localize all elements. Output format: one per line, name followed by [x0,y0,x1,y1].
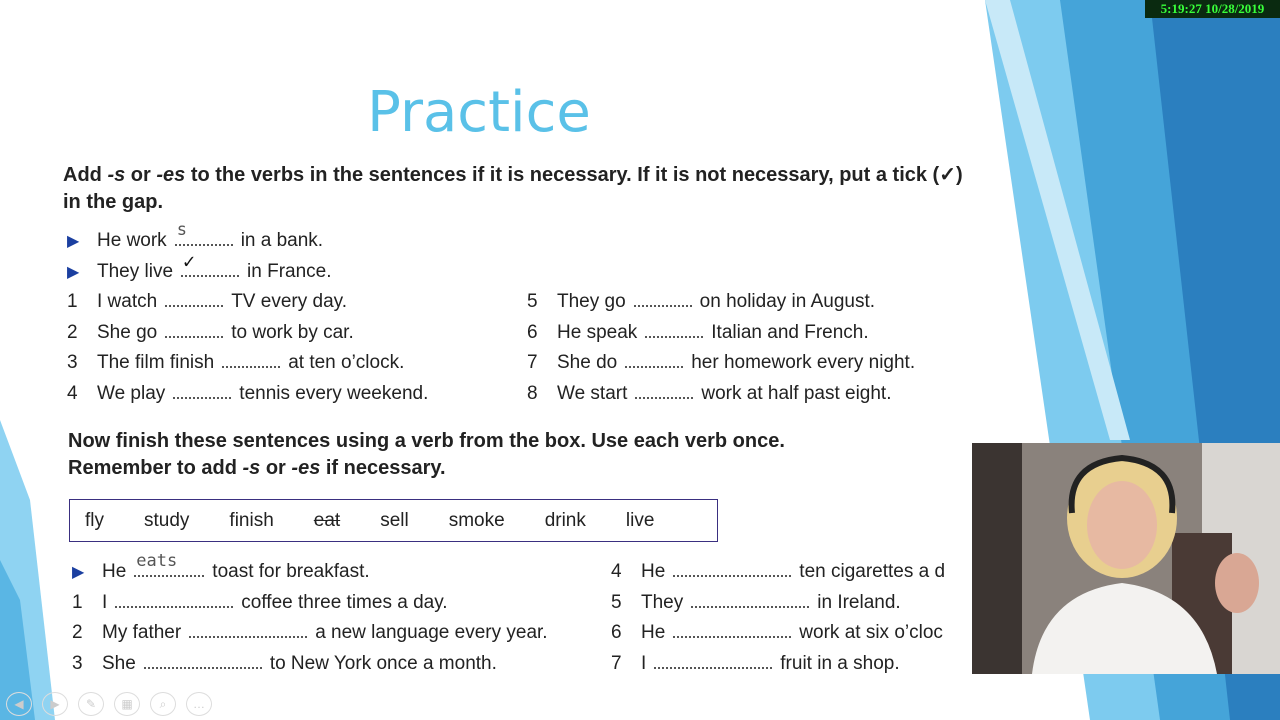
answer-gap[interactable] [635,382,693,399]
answer-gap[interactable] [165,321,223,338]
more-options-icon[interactable]: … [186,692,212,716]
slides-grid-icon[interactable]: ▦ [114,692,140,716]
exercise-row: 2 She go to work by car. [67,322,354,343]
answer-gap[interactable] [634,290,692,307]
answer-gap[interactable] [625,351,683,368]
verb-word: live [625,509,655,531]
exercise-row: 1 I coffee three times a day. [72,592,448,613]
verb-word-crossed: eat [313,509,341,531]
example-row: ▶ He work s in a bank. [67,227,323,255]
example-row: ▶ He eats toast for breakfast. [72,558,370,586]
exercise-row: 5 They in Ireland. [611,592,901,613]
example-row: ▶ They live ✓ in France. [67,258,332,286]
exercise-row: 3 She to New York once a month. [72,653,497,674]
exercise-row: 7 I fruit in a shop. [611,653,900,674]
exercise-row: 6 He speak Italian and French. [527,322,869,343]
prev-slide-icon[interactable]: ◀ [6,692,32,716]
answer-gap[interactable] [144,652,262,669]
exercise-row: 8 We start work at half past eight. [527,383,892,404]
bullet-arrow-icon: ▶ [67,233,80,250]
exercise-row: 1 I watch TV every day. [67,291,348,312]
answer-gap[interactable] [115,591,233,608]
exercise-row: 4 He ten cigarettes a d [611,561,946,582]
bullet-arrow-icon: ▶ [67,264,80,281]
exercise-row: 3 The film finish at ten o’clock. [67,352,405,373]
next-slide-icon[interactable]: ▶ [42,692,68,716]
verb-word: drink [544,509,586,531]
verb-word: study [144,509,190,531]
answer-gap[interactable] [673,560,791,577]
verb-word: finish [229,509,274,531]
pen-icon[interactable]: ✎ [78,692,104,716]
slide-title: Practice [367,80,591,145]
zoom-icon[interactable]: ⌕ [150,692,176,716]
verb-word: smoke [448,509,505,531]
presenter-video-frame [972,443,1280,674]
webcam-video [972,443,1280,674]
answer-gap[interactable]: s [175,229,233,246]
answer-gap[interactable] [165,290,223,307]
exercise-row: 7 She do her homework every night. [527,352,916,373]
answer-gap[interactable] [173,382,231,399]
answer-gap[interactable]: eats [134,560,204,577]
exercise-row: 2 My father a new language every year. [72,622,548,643]
slideshow-toolbar [6,692,212,716]
answer-gap[interactable]: ✓ [181,260,239,277]
answer-gap[interactable] [189,621,307,638]
exercise-row: 6 He work at six o’cloc [611,622,943,643]
verb-word: fly [85,509,104,531]
recording-timestamp: 5:19:27 10/28/2019 [1145,0,1280,18]
answer-gap[interactable] [691,591,809,608]
answer-gap[interactable] [645,321,703,338]
exercise-row: 5 They go on holiday in August. [527,291,876,312]
answer-gap[interactable] [222,351,280,368]
instruction-1: Add -s or -es to the verbs in the sentences if it is necessary. If it is not necessary, put a tick (✓) in the gap. [63,164,963,213]
instruction-2: Now finish these sentences using a verb from the box. Use each verb once. Remember to add -s or -es if necessary. [68,430,785,479]
bullet-arrow-icon: ▶ [72,564,85,581]
answer-gap[interactable] [673,621,791,638]
verb-word: sell [380,509,409,531]
exercise-row: 4 We play tennis every weekend. [67,383,429,404]
answer-gap[interactable] [654,652,772,669]
verb-box [69,499,718,542]
